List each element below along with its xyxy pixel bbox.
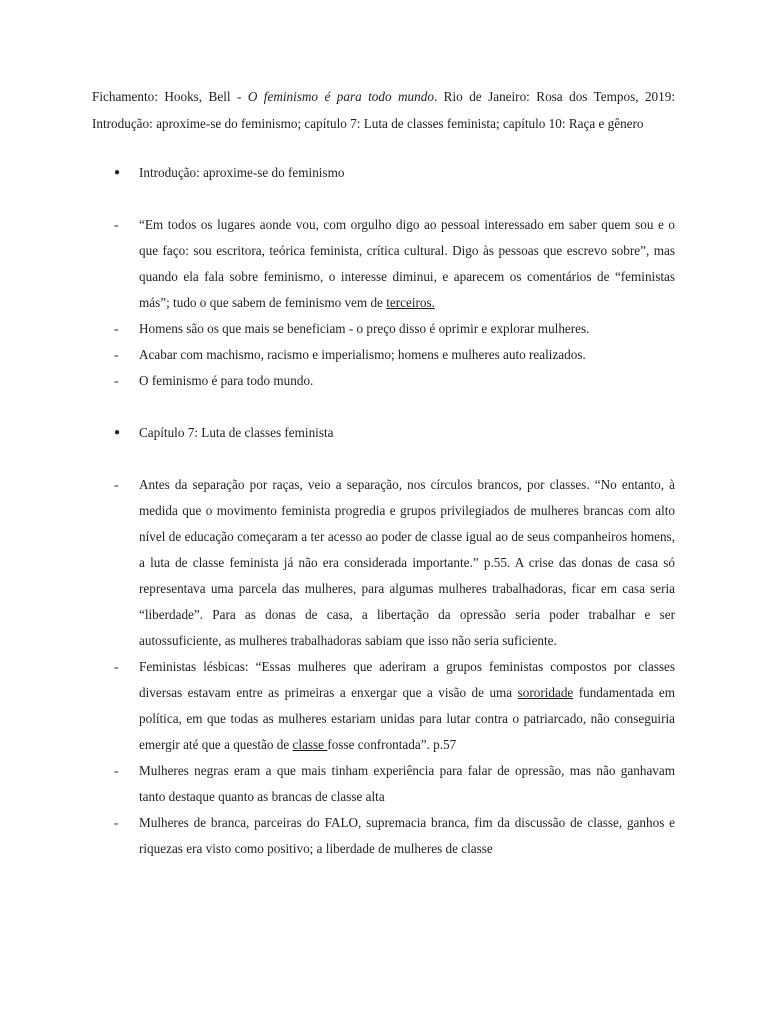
dash-marker: - <box>114 217 119 232</box>
dash-marker: - <box>114 659 119 674</box>
list-item-text: Antes da separação por raças, veio a separação, nos círculos brancos, por classes. “No entanto, à medida que o movimento feminista progredia e grupos privilegiados de mulheres brancas com alto nível de educação começaram a ter acesso ao poder de classe igual ao de seus companheiros homens, a luta de classe feminista já não era considerada importante.” p.55. A crise das donas de casa só representava uma parcela das mulheres, para algumas mulheres trabalhadoras, ficar em casa seria “liberdade”. Para as donas de casa, a libertação da opressão seria poder trabalhar e ser autossuficiente, as mulheres trabalhadoras sabiam que isso não seria suficiente. <box>139 477 675 648</box>
citation-rest: . Rio de Janeiro: Rosa dos Tempos, 2019: Introdução: aproxime-se do feminismo; capítulo 7: Luta de classes feminista; capítulo 10: Raça e gênero <box>92 89 675 131</box>
list-item-text: fosse confrontada”. p.57 <box>327 737 457 752</box>
section-heading-ch7 <box>92 420 675 446</box>
list-item-text: Feministas lésbicas: “Essas mulheres que aderiram a grupos feministas compostos por classes diversas estavam entre as primeiras a enxergar que a visão de uma <box>139 659 675 700</box>
dash-marker: - <box>114 321 119 336</box>
citation-prefix: Fichamento: Hooks, Bell - <box>92 89 248 104</box>
dash-marker: - <box>114 815 119 830</box>
list-item-text: Mulheres de branca, parceiras do FALO, supremacia branca, fim da discussão de classe, ganhos e riquezas era visto como positivo; a liberdade de mulheres de classe <box>139 815 675 856</box>
book-title: O feminismo é para todo mundo <box>247 89 434 104</box>
citation-header <box>92 84 675 137</box>
dash-marker: - <box>114 373 119 388</box>
list-item <box>92 758 675 810</box>
list-item <box>92 472 675 654</box>
section-heading-text: Introdução: aproxime-se do feminismo <box>139 165 345 180</box>
dash-marker: - <box>114 477 119 492</box>
list-item <box>92 316 675 342</box>
list-item <box>92 368 675 394</box>
list-item <box>92 654 675 758</box>
list-item <box>92 212 675 316</box>
bullet-marker: ● <box>114 167 121 178</box>
section-heading-text: Capítulo 7: Luta de classes feminista <box>139 425 334 440</box>
underlined-text: sororidade <box>517 685 574 700</box>
dash-marker: - <box>114 763 119 778</box>
bullet-marker: ● <box>114 427 121 438</box>
list-item-text: Mulheres negras eram a que mais tinham experiência para falar de opressão, mas não ganhavam tanto destaque quanto as brancas de classe alta <box>139 763 675 804</box>
list-item-text: “Em todos os lugares aonde vou, com orgulho digo ao pessoal interessado em saber quem sou e o que faço: sou escritora, teórica feminista, crítica cultural. Digo às pessoas que escrevo sobre”, mas quando ela fala sobre feminismo, o interesse diminui, e aparecem os comentários de “feministas más”; tudo o que sabem de feminismo vem de <box>139 217 675 310</box>
section-heading-intro <box>92 160 675 186</box>
list-item-text: Acabar com machismo, racismo e imperialismo; homens e mulheres auto realizados. <box>139 347 586 362</box>
dash-marker: - <box>114 347 119 362</box>
list-item-text: O feminismo é para todo mundo. <box>139 373 314 388</box>
underlined-text: terceiros. <box>386 295 435 310</box>
underlined-text: classe <box>292 737 328 752</box>
list-item-text: Homens são os que mais se beneficiam - o preço disso é oprimir e explorar mulheres. <box>139 321 590 336</box>
list-item <box>92 810 675 862</box>
list-item-text: fundamentada em política, em que todas as mulheres estariam unidas para lutar contra o patriarcado, não conseguiria emergir até que a questão de <box>139 685 675 752</box>
list-item <box>92 342 675 368</box>
